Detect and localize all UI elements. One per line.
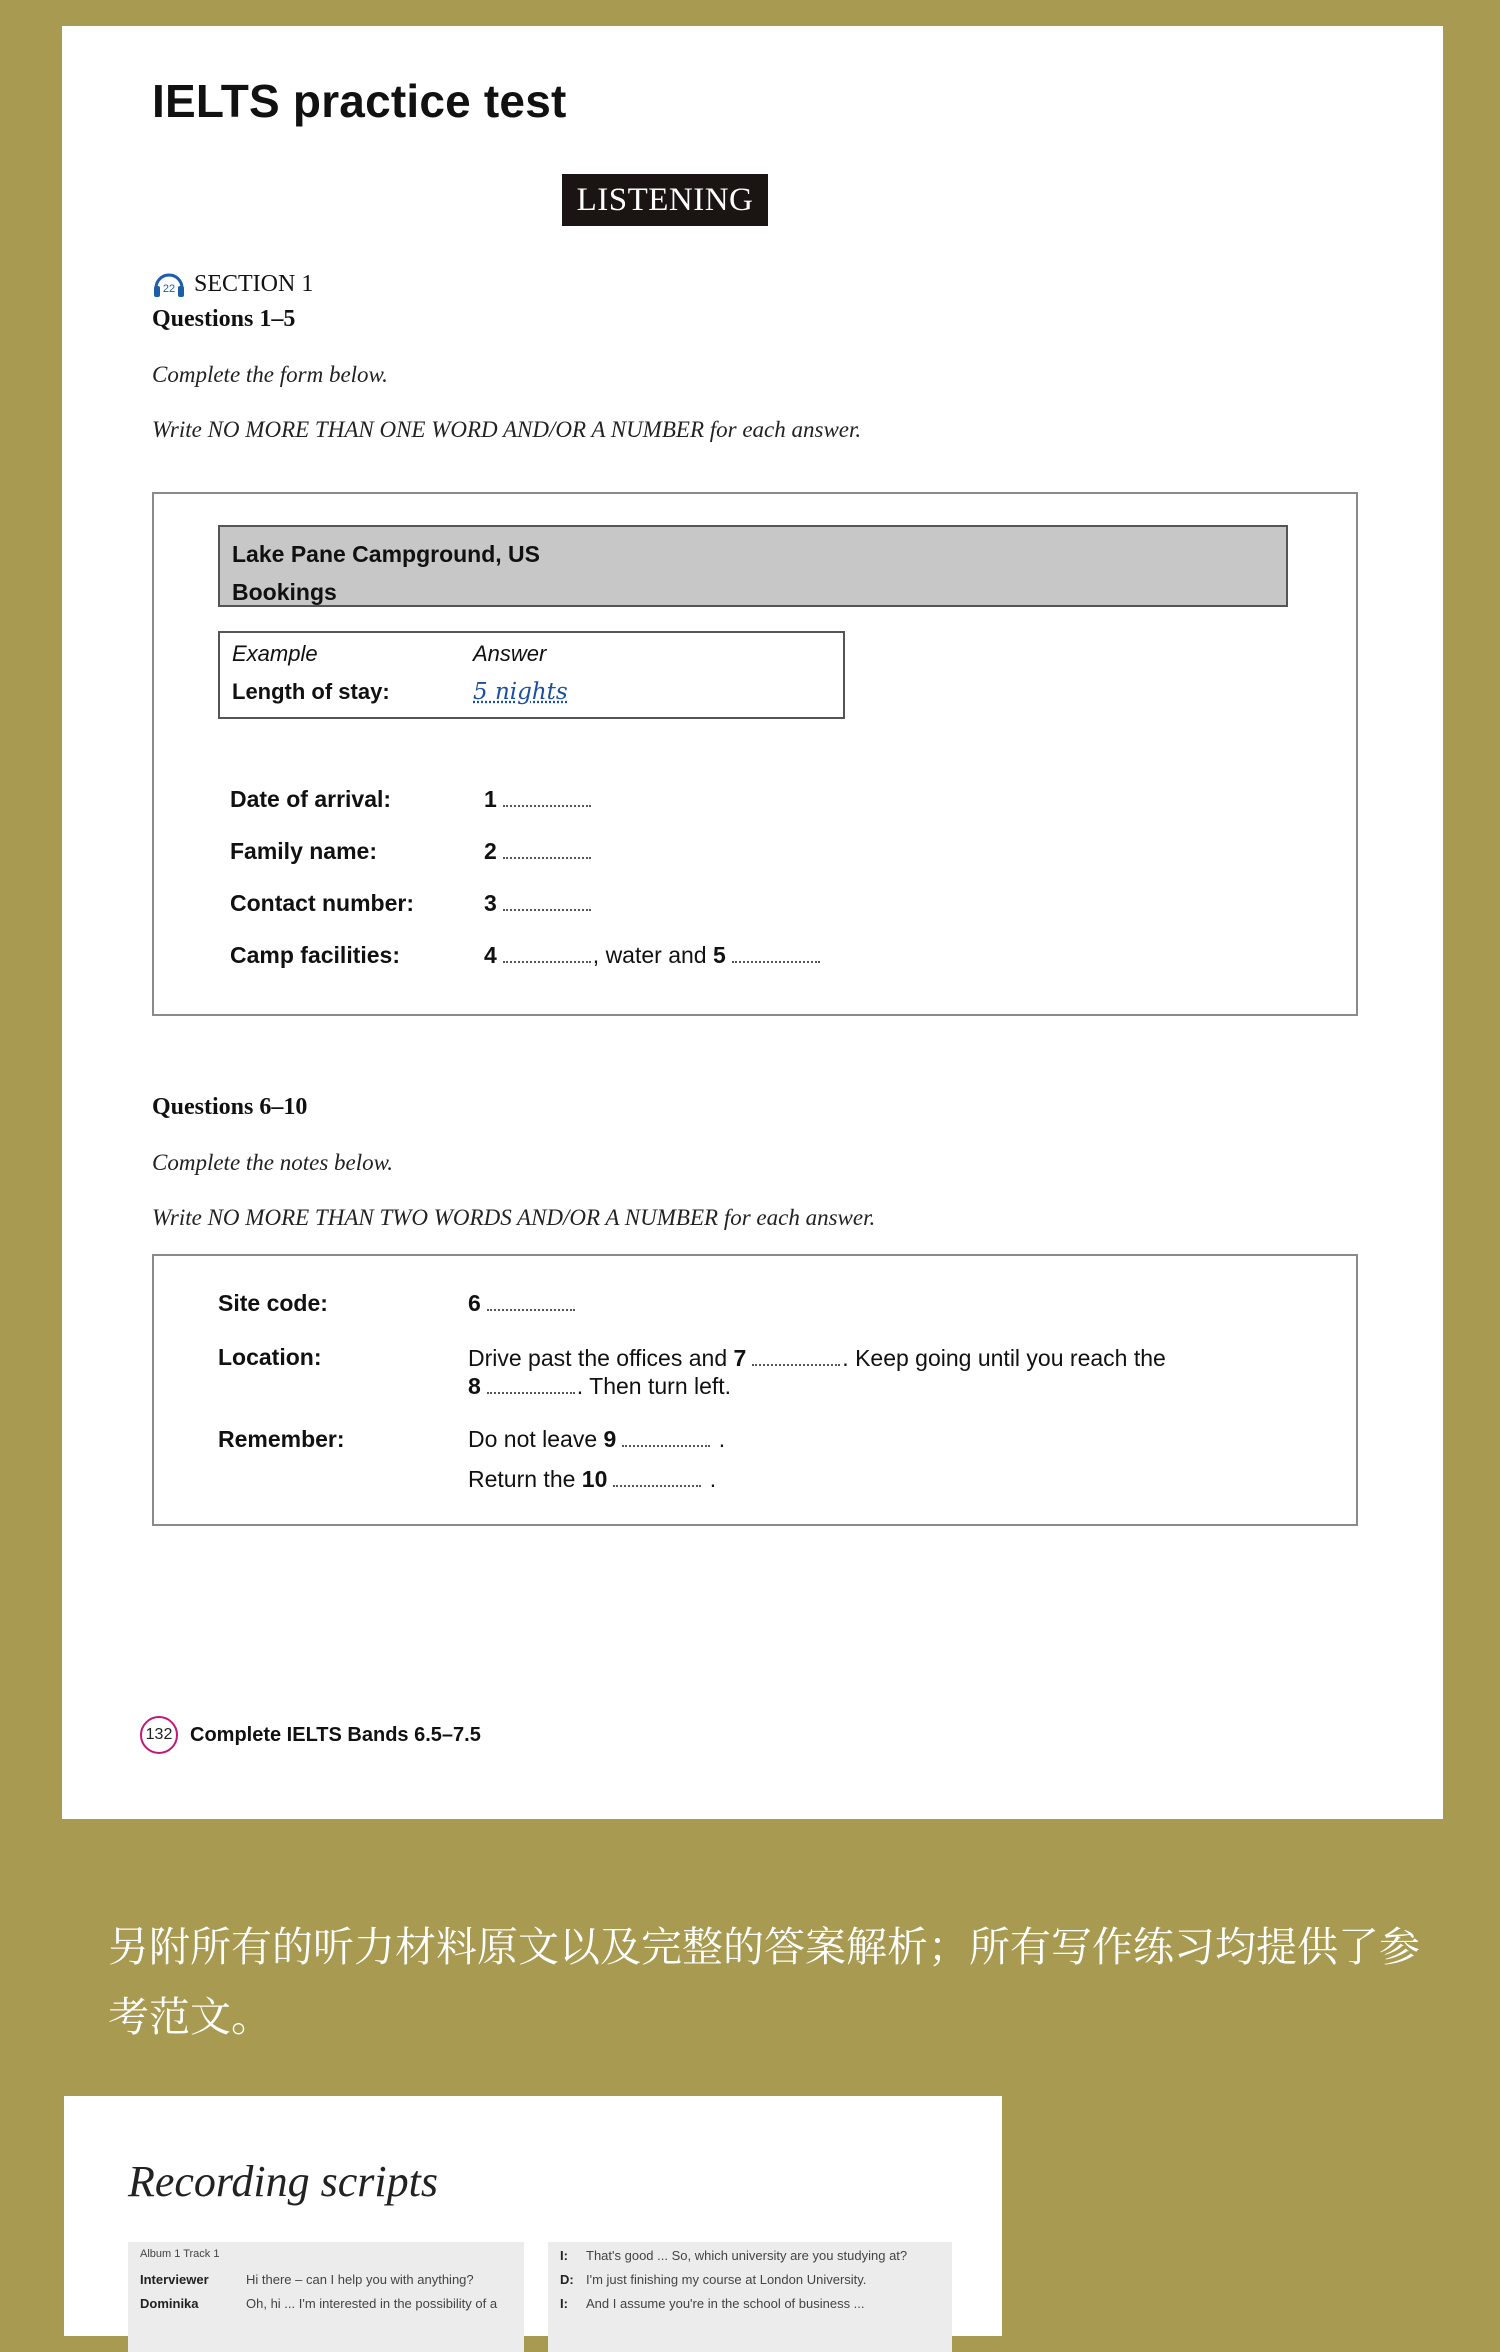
location-text-3: . Then turn left. bbox=[576, 1373, 732, 1399]
example-box bbox=[218, 631, 845, 719]
scripts-title: Recording scripts bbox=[128, 2157, 438, 2206]
facilities-mid: , water and bbox=[592, 942, 707, 968]
site-code-answer[interactable] bbox=[468, 1290, 577, 1317]
form-header bbox=[218, 525, 1288, 607]
section-label: SECTION 1 bbox=[194, 270, 314, 297]
q-number: 2 bbox=[484, 838, 497, 864]
form-header-subtitle: Bookings bbox=[232, 579, 337, 605]
remember-line-1 bbox=[468, 1426, 725, 1453]
answer-blank[interactable] bbox=[503, 961, 591, 963]
answer-blank[interactable] bbox=[622, 1445, 710, 1447]
page-number: 132 bbox=[140, 1716, 178, 1754]
row-contact-answer[interactable] bbox=[484, 890, 593, 917]
instr-suffix: for each answer. bbox=[704, 417, 862, 442]
answer-blank[interactable] bbox=[503, 857, 591, 859]
page-footer bbox=[140, 1716, 481, 1754]
instruction-2 bbox=[152, 417, 861, 443]
answer-blank[interactable] bbox=[732, 961, 820, 963]
speaker-label: I: bbox=[560, 2296, 568, 2311]
remember-period-2: . bbox=[709, 1466, 717, 1492]
remember-text-2: Return the bbox=[468, 1466, 576, 1492]
q-number: 3 bbox=[484, 890, 497, 916]
q-number: 8 bbox=[468, 1373, 481, 1399]
form-header-title: Lake Pane Campground, US bbox=[232, 541, 541, 567]
instruction-3: Complete the notes below. bbox=[152, 1150, 394, 1175]
instruction-4 bbox=[152, 1205, 875, 1231]
instr-suffix: for each answer. bbox=[718, 1205, 876, 1230]
location-text-2: . Keep going until you reach the bbox=[842, 1345, 1166, 1371]
script-column-right bbox=[548, 2242, 952, 2352]
section-header bbox=[152, 268, 313, 300]
answer-label: Answer bbox=[473, 641, 547, 666]
script-line: And I assume you're in the school of business ... bbox=[586, 2296, 865, 2311]
row-family-answer[interactable] bbox=[484, 838, 593, 865]
promo-text: 另附所有的听力材料原文以及完整的答案解析；所有写作练习均提供了参考范文。 bbox=[108, 1923, 1420, 2041]
row-facilities-label: Camp facilities: bbox=[230, 942, 400, 968]
page-title: IELTS practice test bbox=[152, 75, 567, 127]
instr-caps: NO MORE THAN ONE WORD AND/OR A NUMBER bbox=[207, 417, 704, 442]
speaker-label: Interviewer bbox=[140, 2272, 209, 2287]
site-code-label: Site code: bbox=[218, 1290, 328, 1316]
location-label: Location: bbox=[218, 1344, 322, 1370]
location-text-1: Drive past the offices and bbox=[468, 1345, 728, 1371]
q-number: 4 bbox=[484, 942, 497, 968]
script-line: I'm just finishing my course at London University. bbox=[586, 2272, 867, 2287]
location-answer bbox=[468, 1344, 1166, 1400]
example-answer: 5 nights bbox=[473, 679, 568, 705]
book-title: Complete IELTS Bands 6.5–7.5 bbox=[190, 1723, 481, 1746]
headphone-icon bbox=[152, 268, 186, 300]
instr-prefix: Write bbox=[152, 417, 208, 442]
remember-line-2 bbox=[468, 1466, 716, 1493]
remember-label: Remember: bbox=[218, 1426, 345, 1452]
script-line: That's good ... So, which university are you studying at? bbox=[586, 2248, 908, 2263]
instr-prefix: Write bbox=[152, 1205, 208, 1230]
instr-caps: NO MORE THAN TWO WORDS AND/OR A NUMBER bbox=[207, 1205, 719, 1230]
answer-blank[interactable] bbox=[613, 1485, 701, 1487]
answer-blank[interactable] bbox=[503, 909, 591, 911]
notes-box bbox=[152, 1254, 1358, 1526]
q-number: 5 bbox=[712, 942, 726, 968]
q-number: 7 bbox=[733, 1345, 747, 1371]
q-number: 10 bbox=[581, 1466, 608, 1492]
row-facilities-answer[interactable] bbox=[484, 942, 822, 969]
questions-6-10-heading: Questions 6–10 bbox=[152, 1094, 308, 1120]
remember-text-1: Do not leave bbox=[468, 1426, 598, 1452]
scripts-preview bbox=[64, 2096, 1002, 2336]
script-column-left bbox=[128, 2242, 524, 2352]
example-label: Example bbox=[232, 641, 318, 666]
example-field: Length of stay: bbox=[232, 679, 390, 704]
remember-period-1: . bbox=[718, 1426, 726, 1452]
answer-blank[interactable] bbox=[503, 805, 591, 807]
script-line: Hi there – can I help you with anything? bbox=[246, 2272, 474, 2287]
track-number: 22 bbox=[162, 283, 176, 295]
speaker-label: Dominika bbox=[140, 2296, 199, 2311]
questions-1-5-heading: Questions 1–5 bbox=[152, 306, 296, 332]
q-number: 9 bbox=[603, 1426, 617, 1452]
row-date-answer[interactable] bbox=[484, 786, 593, 813]
row-date-label: Date of arrival: bbox=[230, 786, 392, 812]
speaker-label: I: bbox=[560, 2248, 568, 2263]
instruction-1: Complete the form below. bbox=[152, 362, 388, 387]
answer-blank[interactable] bbox=[752, 1364, 840, 1366]
track-label: Album 1 Track 1 bbox=[140, 2248, 220, 2260]
answer-blank[interactable] bbox=[487, 1309, 575, 1311]
q-number: 6 bbox=[468, 1290, 481, 1316]
row-contact-label: Contact number: bbox=[230, 890, 414, 916]
booking-form bbox=[152, 492, 1358, 1016]
test-page bbox=[62, 26, 1443, 1819]
q-number: 1 bbox=[484, 786, 497, 812]
speaker-label: D: bbox=[560, 2272, 574, 2287]
script-line: Oh, hi ... I'm interested in the possibility of a bbox=[246, 2296, 498, 2311]
listening-badge: LISTENING bbox=[562, 174, 768, 226]
answer-blank[interactable] bbox=[487, 1392, 575, 1394]
row-family-label: Family name: bbox=[230, 838, 377, 864]
